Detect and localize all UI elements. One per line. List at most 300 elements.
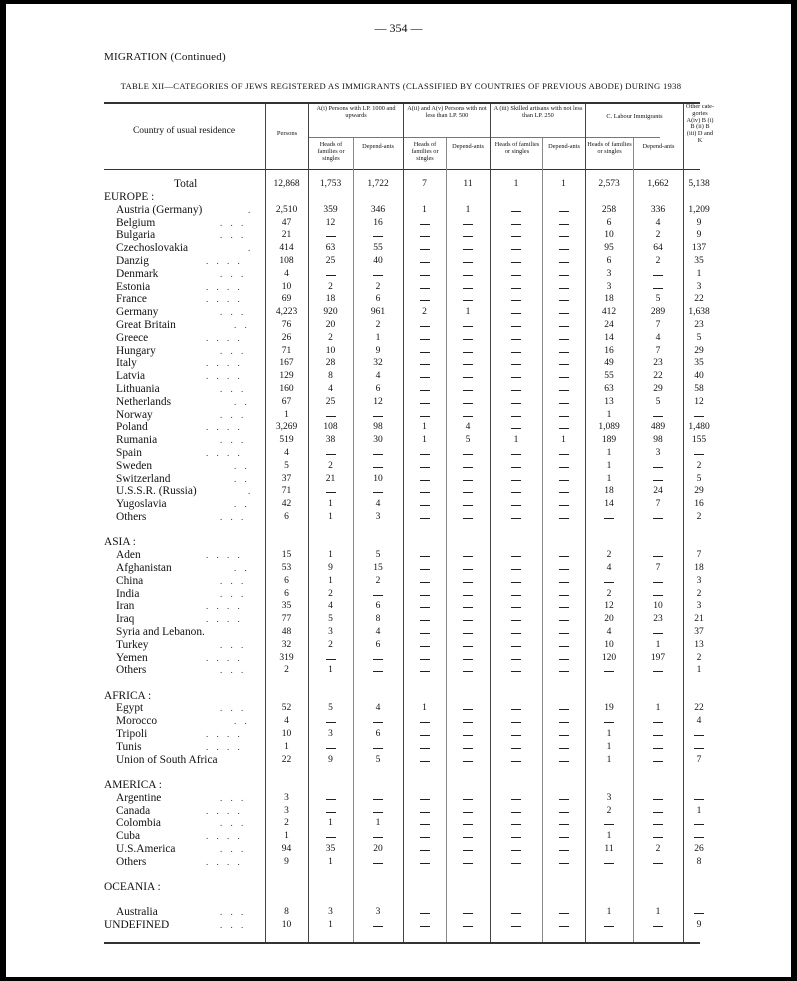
table-row [6, 204, 791, 217]
cell-value: 1,753 [319, 179, 342, 189]
row-label: Turkey [116, 638, 149, 651]
cell-value: 1 [606, 473, 612, 484]
empty-cell-dash [326, 236, 336, 237]
table-row [6, 817, 791, 830]
empty-cell-dash [463, 352, 473, 353]
empty-cell-dash [511, 377, 521, 378]
row-label: OCEANIA : [104, 881, 161, 893]
cell-value: 2 [328, 639, 333, 650]
table-row [6, 447, 791, 460]
empty-cell-dash [420, 492, 430, 493]
leader-dots: . . . . [206, 652, 243, 663]
row-label: France [116, 293, 147, 306]
empty-cell-dash [373, 467, 383, 468]
empty-cell-dash [373, 748, 383, 749]
cell-value: 108 [323, 422, 338, 433]
empty-cell-dash [373, 799, 383, 800]
empty-cell-dash [373, 863, 383, 864]
row-label: AMERICA : [104, 778, 162, 791]
cell-value: 25 [325, 256, 336, 266]
cell-value: 4 [284, 268, 289, 279]
row-label: U.S.S.R. (Russia) [116, 485, 197, 498]
table-caption: TABLE XII—CATEGORIES OF JEWS REGISTERED AS IMMIGRANTS (CLASSIFIED BY COUNTRIES OF PREVIOUS ABODE) DURING 1938 [120, 81, 682, 91]
row-label: Tunis [116, 740, 142, 753]
empty-cell-dash [511, 556, 521, 557]
cell-value: 11 [604, 843, 614, 854]
cell-value: 53 [281, 562, 292, 573]
header-country: Country of usual residence [132, 126, 236, 136]
empty-cell-dash [326, 492, 336, 493]
cell-value: 9 [328, 754, 333, 765]
region-group-row [6, 690, 791, 703]
table-row [6, 575, 791, 588]
empty-cell-dash [511, 671, 521, 672]
row-label: Austria (Germany) [116, 203, 203, 216]
empty-cell-dash [653, 467, 663, 468]
cell-value: 2 [328, 281, 333, 292]
cell-value: 2,573 [598, 179, 620, 189]
cell-value: 1,480 [688, 422, 710, 433]
row-label: Aden [116, 549, 141, 562]
cell-value: 5 [328, 703, 333, 714]
cell-value: 20 [373, 843, 383, 854]
table-row [6, 702, 791, 715]
empty-cell-dash [559, 595, 569, 596]
cell-value: 2 [284, 818, 289, 829]
leader-dots: . . [234, 499, 250, 510]
cell-value: 2 [375, 281, 381, 292]
table-row [6, 421, 791, 434]
row-label: Belgium [116, 216, 156, 229]
cell-value: 2 [375, 575, 381, 586]
empty-cell-dash [463, 824, 473, 825]
header-c: C. Labour Immigrants [606, 113, 663, 120]
empty-cell-dash [463, 659, 473, 660]
cell-value: 98 [653, 435, 663, 446]
cell-value: 7 [696, 754, 702, 765]
empty-cell-dash [420, 837, 430, 838]
row-label: UNDEFINED [104, 919, 170, 932]
empty-cell-dash [559, 275, 569, 276]
empty-cell-dash [511, 211, 521, 212]
cell-value: 414 [279, 243, 294, 254]
row-label: India [116, 587, 140, 600]
table-row [6, 357, 791, 370]
table-row [6, 229, 791, 242]
cell-value: 26 [694, 843, 704, 854]
cell-value: 6 [375, 601, 381, 612]
empty-cell-dash [463, 761, 473, 762]
empty-cell-dash [463, 633, 473, 634]
empty-cell-dash [694, 454, 704, 455]
empty-cell-dash [694, 913, 704, 914]
cell-value: 129 [279, 371, 294, 382]
region-group-row [6, 191, 791, 204]
cell-value: 1,089 [598, 422, 620, 433]
row-label: Italy [116, 357, 137, 370]
empty-cell-dash [653, 416, 663, 417]
empty-cell-dash [463, 607, 473, 608]
table-row [6, 434, 791, 447]
cell-value: 1 [696, 665, 702, 676]
cell-value: 9 [696, 920, 702, 931]
cell-value: 37 [281, 473, 292, 484]
row-label: Total [174, 178, 198, 190]
cell-value: 6 [284, 588, 289, 599]
empty-cell-dash [559, 300, 569, 301]
cell-value: 1 [655, 703, 661, 714]
table-row [6, 600, 791, 613]
row-label: Greece [116, 331, 149, 344]
cell-value: 155 [691, 435, 707, 446]
cell-value: 4 [328, 601, 333, 612]
row-label: Afghanistan [116, 561, 172, 574]
empty-cell-dash [511, 416, 521, 417]
empty-cell-dash [326, 748, 336, 749]
table-row [6, 843, 791, 856]
empty-cell-dash [463, 249, 473, 250]
empty-cell-dash [559, 377, 569, 378]
empty-cell-dash [559, 288, 569, 289]
cell-value: 94 [281, 843, 292, 854]
empty-cell-dash [559, 262, 569, 263]
table-row [6, 906, 791, 919]
cell-value: 6 [375, 639, 381, 650]
empty-cell-dash [559, 505, 569, 506]
cell-value: 63 [604, 384, 614, 394]
empty-cell-dash [559, 863, 569, 864]
cell-value: 24 [604, 320, 614, 330]
cell-value: 10 [281, 920, 292, 931]
row-label: Argentine [116, 791, 162, 804]
empty-cell-dash [653, 595, 663, 596]
cell-value: 4 [375, 371, 381, 382]
subheader-heads: Heads of families or singles [317, 141, 345, 162]
empty-cell-dash [694, 416, 704, 417]
cell-value: 8 [375, 614, 381, 625]
empty-cell-dash [511, 352, 521, 353]
empty-cell-dash [420, 454, 430, 455]
cell-value: 2 [375, 320, 381, 330]
empty-cell-dash [604, 671, 614, 672]
cell-value: 4 [284, 716, 289, 727]
cell-value: 76 [281, 320, 292, 330]
empty-cell-dash [420, 761, 430, 762]
cell-value: 4 [696, 716, 702, 727]
leader-dots: . . . [220, 588, 247, 599]
empty-cell-dash [511, 339, 521, 340]
empty-cell-dash [463, 722, 473, 723]
empty-cell-dash [511, 582, 521, 583]
cell-value: 25 [325, 396, 336, 407]
cell-value: 32 [373, 358, 383, 369]
empty-cell-dash [511, 761, 521, 762]
empty-cell-dash [420, 646, 430, 647]
row-label: Norway [116, 408, 153, 421]
cell-value: 2 [606, 805, 612, 816]
cell-value: 961 [370, 307, 386, 318]
leader-dots: . . [234, 473, 250, 484]
row-label: Union of South Africa [116, 753, 218, 766]
empty-cell-dash [463, 236, 473, 237]
empty-cell-dash [511, 249, 521, 250]
empty-cell-dash [463, 671, 473, 672]
empty-cell-dash [559, 582, 569, 583]
leader-dots: . . . . [206, 741, 243, 752]
cell-value: 336 [650, 204, 666, 215]
empty-cell-dash [463, 850, 473, 851]
empty-cell-dash [463, 390, 473, 391]
cell-value: 1 [328, 856, 333, 867]
leader-dots: . . [234, 562, 250, 573]
cell-value: 40 [694, 371, 704, 382]
cell-value: 5 [375, 550, 381, 561]
leader-dots: . . . . [206, 448, 243, 458]
empty-cell-dash [694, 735, 704, 736]
empty-cell-dash [559, 480, 569, 481]
leader-dots: . . . [220, 843, 247, 854]
empty-cell-dash [559, 761, 569, 762]
empty-cell-dash [463, 326, 473, 327]
empty-cell-dash [326, 659, 336, 660]
empty-cell-dash [653, 824, 663, 825]
empty-cell-dash [511, 837, 521, 838]
empty-cell-dash [653, 671, 663, 672]
empty-cell-dash [511, 454, 521, 455]
cell-value: 1 [422, 422, 427, 433]
table-top-rule [104, 102, 700, 104]
leader-dots: . . . [220, 435, 247, 446]
leader-dots: . [248, 204, 254, 215]
cell-value: 3 [328, 907, 333, 918]
cell-value: 71 [281, 486, 292, 497]
header-a1: A(i) Persons with LP. 1000 and upwards [316, 105, 396, 119]
table-row [6, 792, 791, 805]
leader-dots: . [248, 486, 254, 497]
table-row [6, 562, 791, 575]
cell-value: 18 [325, 294, 336, 305]
cell-value: 9 [328, 562, 333, 573]
empty-cell-dash [463, 377, 473, 378]
row-label: Tripoli [116, 728, 148, 740]
cell-value: 71 [281, 345, 292, 356]
cell-value: 7 [655, 562, 661, 573]
table-row [6, 754, 791, 767]
empty-cell-dash [463, 480, 473, 481]
empty-cell-dash [463, 467, 473, 468]
table-row [6, 741, 791, 754]
empty-cell-dash [511, 799, 521, 800]
cell-value: 5 [655, 294, 661, 305]
empty-cell-dash [653, 735, 663, 736]
empty-cell-dash [559, 913, 569, 914]
empty-cell-dash [653, 761, 663, 762]
empty-cell-dash [511, 236, 521, 237]
cell-value: 6 [375, 729, 381, 739]
empty-cell-dash [559, 236, 569, 237]
leader-dots: . . . [220, 703, 247, 714]
table-row [6, 268, 791, 281]
empty-cell-dash [511, 390, 521, 391]
region-group-row [6, 881, 791, 894]
empty-cell-dash [420, 352, 430, 353]
row-label: Canada [116, 804, 151, 817]
empty-cell-dash [373, 595, 383, 596]
empty-cell-dash [420, 236, 430, 237]
cell-value: 1,209 [688, 204, 710, 215]
empty-cell-dash [420, 595, 430, 596]
cell-value: 14 [604, 332, 614, 343]
cell-value: 4 [375, 626, 381, 637]
table-row [6, 255, 791, 268]
empty-cell-dash [559, 428, 569, 429]
table-row [6, 345, 791, 358]
empty-cell-dash [511, 607, 521, 608]
empty-cell-dash [511, 735, 521, 736]
leader-dots: . [248, 243, 254, 254]
leader-dots: . . . [220, 512, 247, 522]
empty-cell-dash [559, 224, 569, 225]
table-row [6, 856, 791, 869]
cell-value: 3 [696, 281, 702, 292]
cell-value: 137 [691, 243, 707, 254]
cell-value: 1 [655, 907, 661, 918]
empty-cell-dash [653, 748, 663, 749]
cell-value: 16 [604, 345, 614, 356]
empty-cell-dash [463, 582, 473, 583]
region-group-row [6, 536, 791, 549]
row-label: AFRICA : [104, 689, 152, 702]
cell-value: 22 [694, 703, 704, 714]
cell-value: 1,638 [688, 307, 710, 318]
cell-value: 9 [696, 217, 702, 228]
table-row [6, 549, 791, 562]
empty-cell-dash [463, 403, 473, 404]
empty-cell-dash [420, 748, 430, 749]
cell-value: 2 [284, 665, 289, 676]
empty-cell-dash [653, 288, 663, 289]
empty-cell-dash [511, 505, 521, 506]
cell-value: 10 [281, 281, 292, 292]
empty-cell-dash [463, 416, 473, 417]
cell-value: 8 [328, 371, 333, 382]
row-label: Iran [116, 600, 135, 613]
empty-cell-dash [373, 812, 383, 813]
cell-value: 19 [604, 703, 614, 714]
cell-value: 5 [328, 614, 333, 625]
empty-cell-dash [694, 837, 704, 838]
cell-value: 3 [375, 512, 381, 522]
cell-value: 29 [653, 384, 663, 394]
empty-cell-dash [559, 812, 569, 813]
empty-cell-dash [420, 863, 430, 864]
empty-cell-dash [326, 837, 336, 838]
cell-value: 12 [604, 601, 614, 612]
empty-cell-dash [559, 569, 569, 570]
empty-cell-dash [604, 722, 614, 723]
leader-dots: . . . [220, 907, 247, 918]
cell-value: 48 [281, 626, 292, 637]
table-row [6, 652, 791, 665]
empty-cell-dash [373, 837, 383, 838]
empty-cell-dash [559, 339, 569, 340]
empty-cell-dash [463, 913, 473, 914]
leader-dots: . . . . [206, 294, 243, 305]
cell-value: 4,223 [275, 307, 298, 318]
empty-cell-dash [463, 569, 473, 570]
empty-cell-dash [463, 556, 473, 557]
empty-cell-dash [511, 913, 521, 914]
cell-value: 1 [606, 907, 612, 918]
table-row [6, 715, 791, 728]
cell-value: 5 [284, 460, 289, 471]
table-row [6, 728, 791, 741]
empty-cell-dash [511, 518, 521, 519]
empty-cell-dash [420, 480, 430, 481]
cell-value: 77 [281, 614, 292, 625]
cell-value: 7 [655, 499, 661, 510]
table-row [6, 332, 791, 345]
empty-cell-dash [463, 262, 473, 263]
empty-cell-dash [463, 492, 473, 493]
empty-cell-dash [511, 633, 521, 634]
empty-cell-dash [463, 300, 473, 301]
empty-cell-dash [463, 518, 473, 519]
leader-dots: . . [234, 396, 250, 407]
empty-cell-dash [373, 236, 383, 237]
empty-cell-dash [653, 722, 663, 723]
empty-cell-dash [420, 799, 430, 800]
empty-cell-dash [511, 467, 521, 468]
leader-dots: . . . [220, 409, 247, 420]
cell-value: 1 [422, 435, 427, 446]
cell-value: 32 [281, 639, 292, 650]
cell-value: 1 [606, 460, 612, 471]
cell-value: 6 [375, 384, 381, 394]
empty-cell-dash [420, 364, 430, 365]
empty-cell-dash [511, 722, 521, 723]
empty-cell-dash [653, 480, 663, 481]
cell-value: 489 [650, 422, 666, 433]
leader-dots: . . . . [206, 358, 243, 369]
empty-cell-dash [559, 607, 569, 608]
subheader-heads: Heads of families or singles [411, 141, 439, 162]
cell-value: 3 [284, 805, 289, 816]
leader-dots: . . . [220, 665, 247, 676]
empty-cell-dash [653, 275, 663, 276]
subheader-dep: Depend-ants [642, 143, 675, 150]
cell-value: 2 [696, 652, 702, 663]
leader-dots: . . . [220, 307, 247, 318]
leader-dots: . . . [220, 575, 247, 586]
empty-cell-dash [559, 850, 569, 851]
cell-value: 40 [373, 256, 383, 266]
empty-cell-dash [559, 722, 569, 723]
empty-cell-dash [420, 824, 430, 825]
empty-cell-dash [373, 275, 383, 276]
empty-cell-dash [604, 863, 614, 864]
empty-cell-dash [463, 837, 473, 838]
empty-cell-dash [420, 377, 430, 378]
cell-value: 5 [696, 473, 702, 484]
cell-value: 18 [604, 486, 614, 497]
empty-cell-dash [511, 812, 521, 813]
cell-value: 9 [284, 856, 289, 867]
empty-cell-dash [511, 262, 521, 263]
leader-dots: . . . . [206, 601, 243, 612]
cell-value: 29 [694, 345, 704, 356]
cell-value: 5 [465, 435, 471, 446]
